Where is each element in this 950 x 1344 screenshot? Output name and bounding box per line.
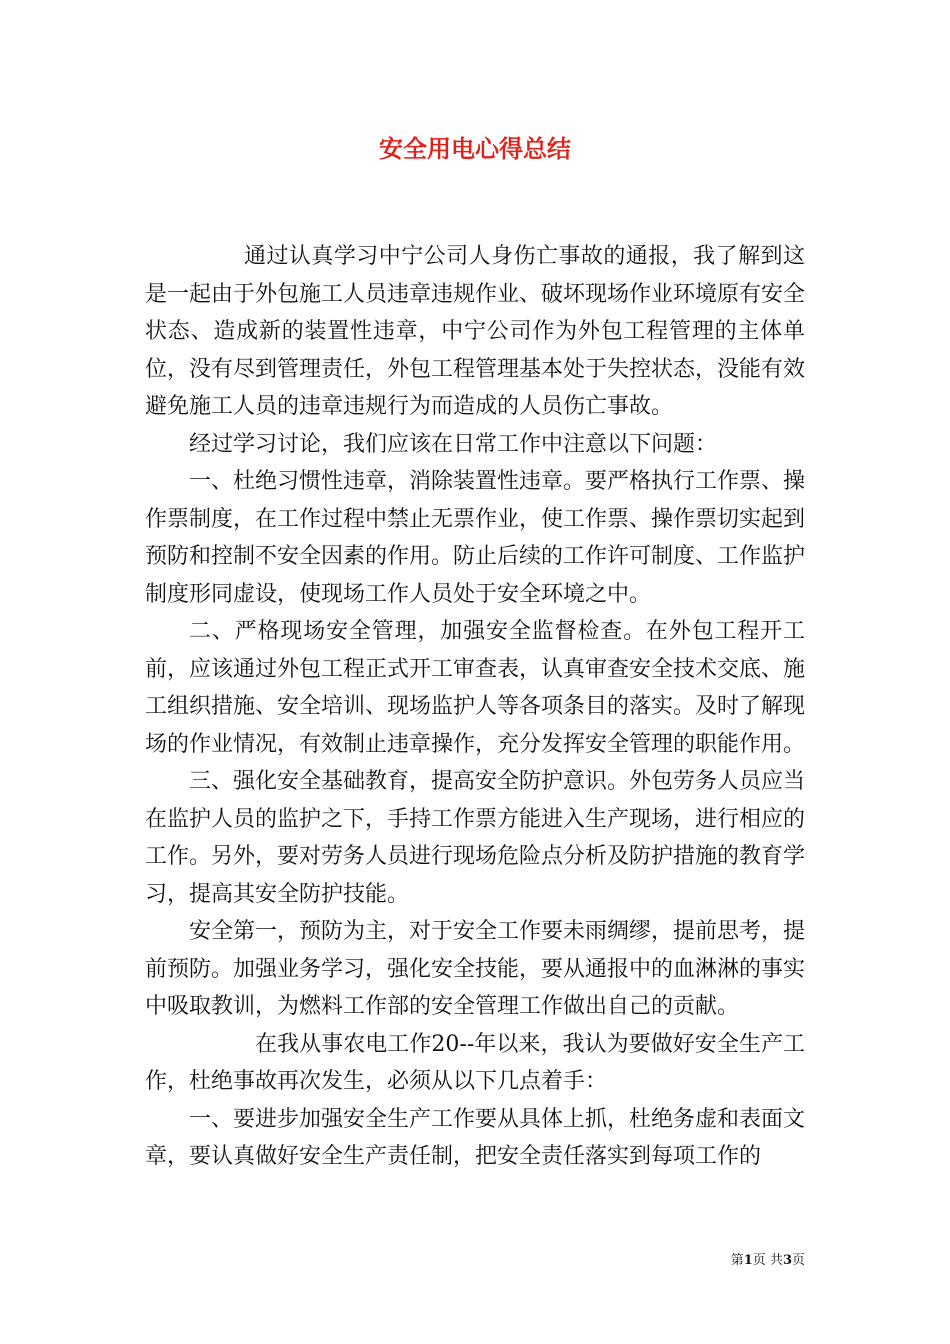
paragraph: 经过学习讨论，我们应该在日常工作中注意以下问题： xyxy=(189,431,718,457)
document-body xyxy=(145,238,805,1176)
footer-suffix: 页 xyxy=(791,1253,805,1268)
current-page-number: 1 xyxy=(743,1253,753,1268)
paragraph: 一、要进步加强安全生产工作要从具体上抓，杜绝务虚和表面文章，要认真做好安全生产责任制，把安全责任落实到每项工作的 xyxy=(145,1106,806,1169)
footer-prefix: 第 xyxy=(730,1253,744,1268)
paragraph: 在我从事农电工作20--年以来，我认为要做好安全生产工作，杜绝事故再次发生，必须从以下几点着手： xyxy=(145,1031,805,1094)
page-footer xyxy=(731,1252,805,1270)
document-title: 安全用电心得总结 xyxy=(379,134,571,163)
paragraph: 一、杜绝习惯性违章，消除装置性违章。要严格执行工作票、操作票制度，在工作过程中禁止无票作业，使工作票、操作票切实起到预防和控制不安全因素的作用。防止后续的工作许可制度、工作监护制度形同虚设，使现场工作人员处于安全环境之中。 xyxy=(145,469,806,607)
paragraph: 通过认真学习中宁公司人身伤亡事故的通报，我了解到这是一起由于外包施工人员违章违规作业、破坏现场作业环境原有安全状态、造成新的装置性违章，中宁公司作为外包工程管理的主体单位，没有尽到管理责任，外包工程管理基本处于失控状态，没能有效避免施工人员的违章违规行为而造成的人员伤亡事故。 xyxy=(145,244,806,419)
footer-middle: 页 共 xyxy=(752,1253,783,1268)
paragraph: 二、严格现场安全管理，加强安全监督检查。在外包工程开工前，应该通过外包工程正式开工审查表，认真审查安全技术交底、施工组织措施、安全培训、现场监护人等各项条目的落实。及时了解现场的作业情况，有效制止违章操作，充分发挥安全管理的职能作用。 xyxy=(145,619,806,757)
paragraph: 三、强化安全基础教育，提高安全防护意识。外包劳务人员应当在监护人员的监护之下，手持工作票方能进入生产现场，进行相应的工作。另外，要对劳务人员进行现场危险点分析及防护措施的教育学习，提高其安全防护技能。 xyxy=(145,769,806,907)
total-pages-number: 3 xyxy=(782,1253,792,1268)
paragraph: 安全第一，预防为主，对于安全工作要未雨绸缪，提前思考，提前预防。加强业务学习，强化安全技能，要从通报中的血淋淋的事实中吸取教训，为燃料工作部的安全管理工作做出自己的贡献。 xyxy=(145,919,806,1019)
